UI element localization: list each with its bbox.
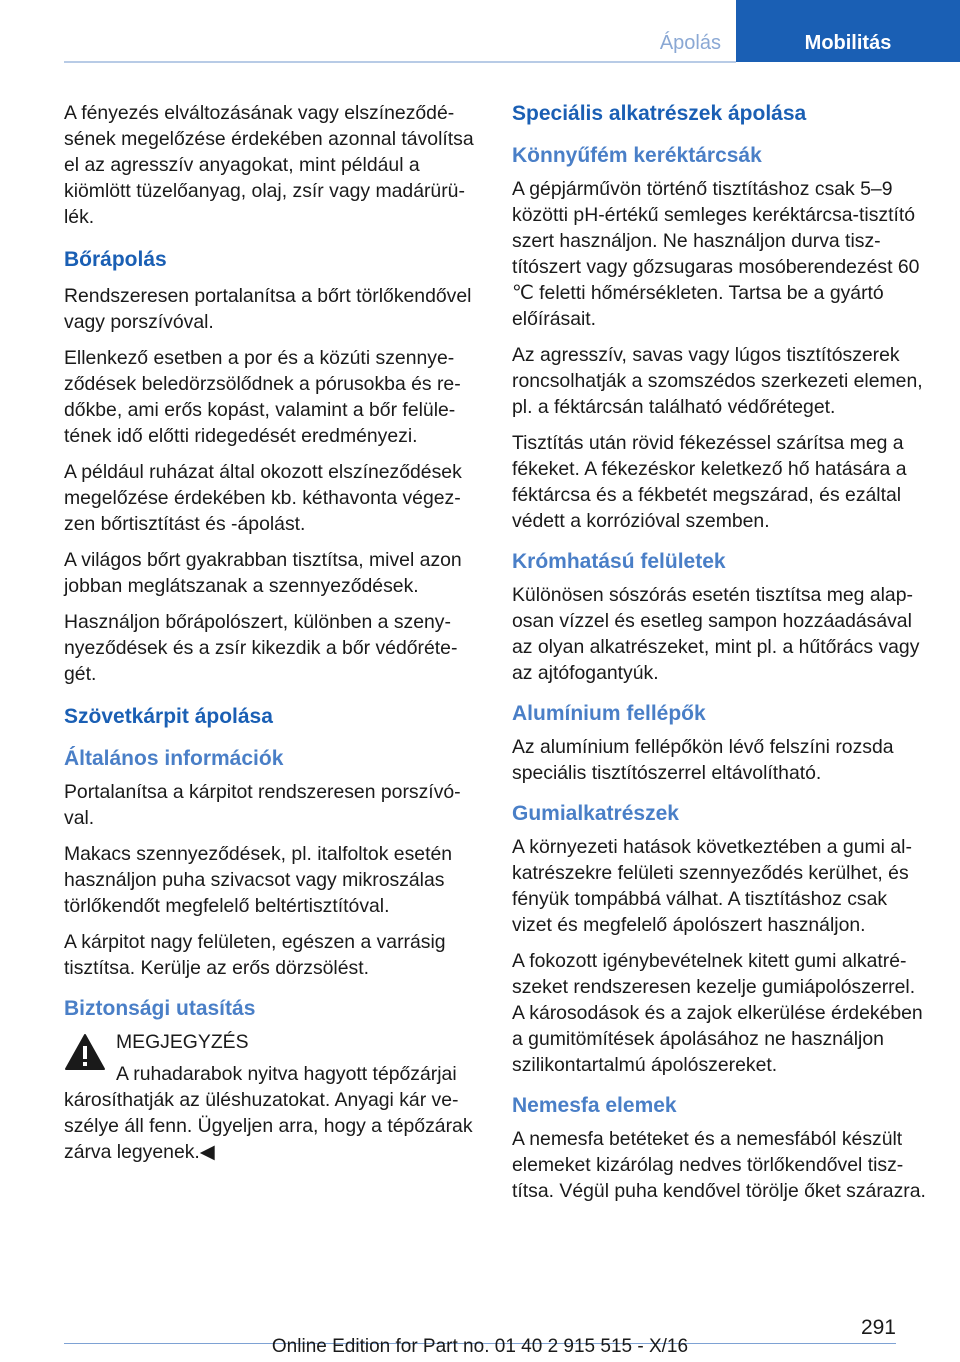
paragraph: A gépjárművön történő tisztításhoz csak 5–9 közötti pH-értékű semleges keréktárcsa-tisztító szert használjon. Ne használjon durva tisztítószert vagy gőzsugaras mosóberendezést 60 ℃ feletti hőmérsékleten. Tartsa be a gyártó előírásait. bbox=[512, 178, 920, 330]
paragraph: Használjon bőrápolószert, különben a szenynyeződések és a zsír kikezdik a bőr védőrétegét. bbox=[64, 611, 458, 685]
paragraph: Portalanítsa a kárpitot rendszeresen porszívóval. bbox=[64, 781, 461, 829]
subheading-aluminium: Alumínium fellépők bbox=[512, 702, 706, 725]
paragraph: A környezeti hatások következtében a gumi alkatrészekre felületi szennyeződés kerülhet, és fényük tompábbá válhat. A tisztításhoz csak vizet és megfelelő ápolószert használjon. bbox=[512, 836, 912, 936]
subheading-krom: Krómhatású felületek bbox=[512, 550, 726, 573]
paragraph: A világos bőrt gyakrabban tisztítsa, mivel azon jobban meglátszanak a szennyeződések. bbox=[64, 549, 462, 597]
section-tab-apolas[interactable]: Ápolás bbox=[659, 32, 721, 54]
paragraph: A kárpitot nagy felületen, egészen a varrásig tisztítsa. Kerülje az erős dörzsölést. bbox=[64, 931, 446, 979]
right-column bbox=[512, 100, 926, 1214]
warning-block bbox=[64, 1029, 478, 1165]
paragraph: Ellenkező esetben a por és a közúti szennyeződések beledörzsölődnek a pórusokba és redőkbe, ami erős kopást, valamint a bőr felületének idő előtti ridegedését eredményezi. bbox=[64, 347, 461, 447]
paragraph: A fényezés elváltozásának vagy elszíneződésének megelőzése érdekében azonnal távolítsa el az agresszív anyagokat, mint például a kiömlött tüzelőanyag, olaj, zsír vagy madárürülék. bbox=[64, 102, 474, 228]
paragraph: Az alumínium fellépőkön lévő felszíni rozsda speciális tisztítószerrel eltávolítható. bbox=[512, 736, 894, 784]
subheading-konnyufem: Könnyűfém keréktárcsák bbox=[512, 144, 762, 167]
paragraph: Különösen sószórás esetén tisztítsa meg alaposan vízzel és esetleg sampon hozzáadásával az olyan alkatrészeket, mint pl. a hűtőrács vagy az ajtófogantyúk. bbox=[512, 584, 920, 684]
warning-triangle-icon bbox=[64, 1033, 106, 1071]
paragraph: Tisztítás után rövid fékezéssel szárítsa meg a fékeket. A fékezéskor keletkező hő hatására a féktárcsa és a fékbetét megszárad, és ezáltal védett a korrózióval szemben. bbox=[512, 432, 907, 532]
page-number: 291 bbox=[860, 1316, 896, 1339]
heading-szovetkarpit: Szövetkárpit ápolása bbox=[64, 705, 273, 728]
subheading-altalanos: Általános információk bbox=[64, 747, 284, 770]
paragraph: Rendszeresen portalanítsa a bőrt törlőkendővel vagy porszívóval. bbox=[64, 285, 472, 333]
subheading-nemesfa: Nemesfa elemek bbox=[512, 1094, 677, 1117]
paragraph: Makacs szennyeződések, pl. italfoltok esetén használjon puha szivacsot vagy mikroszálas törlőkendőt megfelelő beltértisztítóval. bbox=[64, 843, 453, 917]
header-divider bbox=[64, 61, 736, 63]
heading-borapolas: Bőrápolás bbox=[64, 248, 167, 271]
header-bar bbox=[0, 0, 960, 62]
warning-label: MEGJEGYZÉS bbox=[116, 1031, 249, 1053]
paragraph: Az agresszív, savas vagy lúgos tisztítószerek roncsolhatják a szomszédos szerkezeti elemen, pl. a féktárcsán található védőréteget. bbox=[512, 344, 923, 418]
left-column bbox=[64, 100, 478, 1175]
paragraph: A nemesfa betéteket és a nemesfából készült elemeket kizárólag nedves törlőkendővel tisztítsa. Végül puha kendővel törölje őket szárazra. bbox=[512, 1128, 926, 1202]
warning-text-first-line: A ruhadarabok nyitva hagyott tépőzárjai bbox=[116, 1063, 457, 1085]
subheading-gumi: Gumialkatrészek bbox=[512, 802, 679, 825]
section-tab-mobilitas[interactable]: Mobilitás bbox=[736, 0, 960, 62]
warning-text: károsíthatják az üléshuzatokat. Anyagi kár veszélye áll fenn. Ügyeljen arra, hogy a tépőzárak zárva legyenek.◀ bbox=[64, 1089, 473, 1163]
paragraph: A fokozott igénybevételnek kitett gumi alkatrészeket rendszeresen kezelje gumiápolószerrel. A károsodások és a zajok elkerülése érdekében a gumitömítések ápolásához ne használjon szilikontartalmú ápolószereket. bbox=[512, 950, 923, 1076]
edition-footer: Online Edition for Part no. 01 40 2 915 515 - X/16 bbox=[271, 1336, 689, 1357]
subheading-biztonsagi: Biztonsági utasítás bbox=[64, 997, 256, 1020]
heading-specialis: Speciális alkatrészek ápolása bbox=[512, 102, 807, 125]
paragraph: A például ruházat által okozott elszíneződések megelőzése érdekében kb. kéthavonta végezzen bőrtisztítást és -ápolást. bbox=[64, 461, 462, 535]
